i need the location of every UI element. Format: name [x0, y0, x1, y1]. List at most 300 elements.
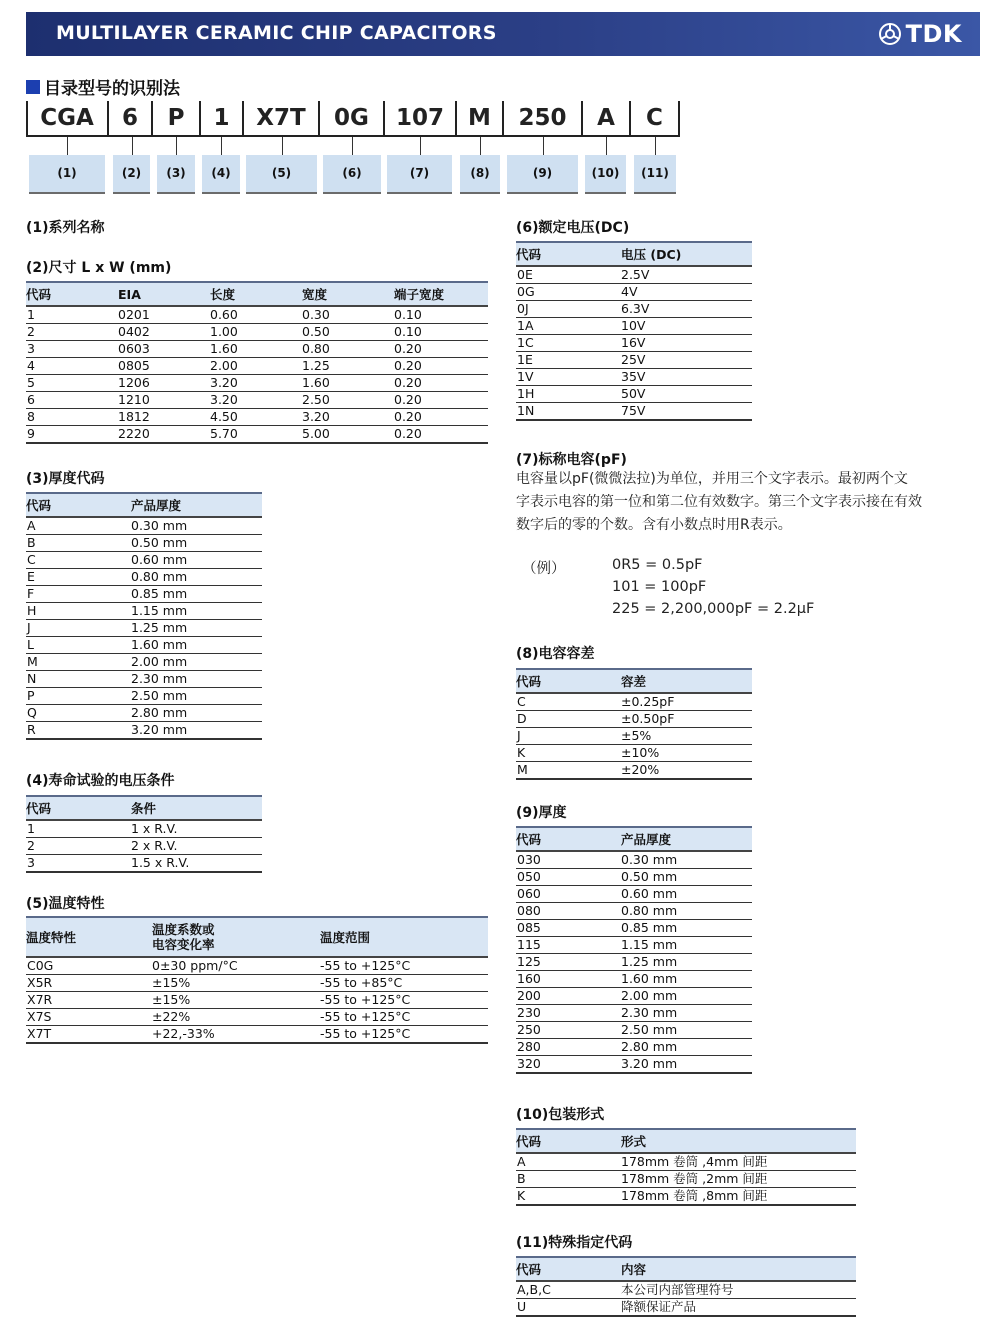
table-row [516, 920, 752, 937]
table-cell: M [516, 762, 621, 780]
table-row [516, 1299, 856, 1317]
table-cell: +22,-33% [152, 1026, 320, 1044]
code-part: 107 [395, 105, 444, 131]
table-row [26, 820, 262, 838]
column-header: 产品厚度 [131, 493, 262, 517]
table-cell: 0.50 mm [621, 869, 752, 886]
description-line: 电容量以pF(微微法拉)为单位，并用三个文字表示。最初两个文 [516, 471, 908, 487]
table-row [26, 535, 262, 552]
table-cell: 0.20 [394, 426, 488, 444]
column-header: 宽度 [302, 282, 394, 306]
table-cell: 2.00 mm [131, 654, 262, 671]
table-row [516, 971, 752, 988]
example-label: （例） [522, 561, 566, 577]
table-row [26, 392, 488, 409]
table-cell: 3.20 mm [131, 722, 262, 740]
table-row [516, 1039, 752, 1056]
section-title-7: (7)标称电容(pF) [516, 452, 627, 468]
table-cell: 0.50 mm [131, 535, 262, 552]
table-cell: 1N [516, 403, 621, 421]
table-row [26, 324, 488, 341]
table-cell: B [516, 1171, 621, 1188]
table-cell: P [26, 688, 131, 705]
table-cell: -55 to +125°C [320, 1026, 488, 1044]
thickness-table [516, 826, 752, 1074]
table-cell: 2.30 mm [131, 671, 262, 688]
code-number-box: (3) [157, 155, 195, 194]
section-title-2: (2)尺寸 L x W (mm) [26, 260, 172, 276]
table-cell: 080 [516, 903, 621, 920]
table-row [26, 975, 488, 992]
table-cell: X7R [26, 992, 152, 1009]
table-cell: 0G [516, 284, 621, 301]
table-cell: Q [26, 705, 131, 722]
section-title-6: (6)额定电压(DC) [516, 220, 630, 236]
table-cell: 3.20 mm [621, 1056, 752, 1074]
table-cell: 1210 [118, 392, 210, 409]
table-cell: 2.50 mm [131, 688, 262, 705]
code-number-box: (11) [634, 155, 676, 194]
section-title-10: (10)包装形式 [516, 1107, 605, 1123]
code-connector [67, 137, 68, 155]
table-cell: 0603 [118, 341, 210, 358]
table-cell: 2.50 mm [621, 1022, 752, 1039]
table-cell: 200 [516, 988, 621, 1005]
table-row [516, 403, 752, 421]
table-row [516, 937, 752, 954]
example-line: 0R5 = 0.5pF [612, 557, 703, 573]
column-header: 电压 (DC) [621, 242, 752, 266]
code-part: X7T [256, 105, 306, 131]
table-cell: 1812 [118, 409, 210, 426]
table-cell: 10V [621, 318, 752, 335]
table-cell: 8 [26, 409, 118, 426]
table-cell: F [26, 586, 131, 603]
table-row [516, 1281, 856, 1299]
table-row [26, 426, 488, 444]
table-row [516, 1022, 752, 1039]
table-cell: 1.25 [302, 358, 394, 375]
section-title-11: (11)特殊指定代码 [516, 1235, 633, 1251]
code-number-box: (4) [202, 155, 240, 194]
table-cell: 0.85 mm [621, 920, 752, 937]
voltage-condition-table [26, 795, 262, 873]
table-cell: 125 [516, 954, 621, 971]
code-connector [132, 137, 133, 155]
table-cell: 1.25 mm [131, 620, 262, 637]
table-cell: 2 [26, 324, 118, 341]
code-connector [420, 137, 421, 155]
temperature-characteristic-table [26, 916, 488, 1044]
code-connector [176, 137, 177, 155]
table-cell: 1.60 [210, 341, 302, 358]
table-cell: 1.5 x R.V. [131, 855, 262, 873]
table-cell: 0.20 [394, 409, 488, 426]
table-cell: -55 to +85°C [320, 975, 488, 992]
table-cell: A,B,C [516, 1281, 621, 1299]
table-cell: K [516, 1188, 621, 1206]
table-cell: B [26, 535, 131, 552]
code-connector [606, 137, 607, 155]
table-cell: 50V [621, 386, 752, 403]
code-connector [221, 137, 222, 155]
table-row [516, 745, 752, 762]
section-title-5: (5)温度特性 [26, 896, 105, 912]
table-cell: 178mm 卷筒 ,2mm 间距 [621, 1171, 856, 1188]
table-cell: 250 [516, 1022, 621, 1039]
code-number-box: (9) [507, 155, 578, 194]
code-number-box: (7) [387, 155, 452, 194]
table-row [516, 1056, 752, 1074]
brand-name: TDK [905, 20, 962, 48]
column-header: 代码 [516, 669, 621, 693]
column-header: EIA [118, 282, 210, 306]
table-cell: 0.60 mm [621, 886, 752, 903]
table-cell: 0.80 mm [621, 903, 752, 920]
table-row [26, 855, 262, 873]
table-row [516, 711, 752, 728]
table-cell: 6.3V [621, 301, 752, 318]
tolerance-table [516, 668, 752, 780]
table-cell: 0.85 mm [131, 586, 262, 603]
table-cell: 16V [621, 335, 752, 352]
example-line: 101 = 100pF [612, 579, 707, 595]
section-title-1: (1)系列名称 [26, 220, 105, 236]
table-cell: 2.80 mm [621, 1039, 752, 1056]
description-line: 字表示电容的第一位和第二位有效数字。第三个文字表示接在有效 [516, 494, 922, 510]
special-code-table [516, 1256, 856, 1317]
table-cell: 1V [516, 369, 621, 386]
table-cell: 1 [26, 306, 118, 324]
column-header: 条件 [131, 796, 262, 820]
code-part: CGA [40, 105, 94, 131]
table-cell: 280 [516, 1039, 621, 1056]
code-part: P [167, 105, 185, 131]
table-row [516, 693, 752, 711]
code-number-box: (5) [246, 155, 317, 194]
table-cell: 030 [516, 851, 621, 869]
section-title-9: (9)厚度 [516, 805, 567, 821]
table-row [26, 688, 262, 705]
table-row [516, 284, 752, 301]
table-cell: J [26, 620, 131, 637]
column-header: 形式 [621, 1129, 856, 1153]
table-cell: U [516, 1299, 621, 1317]
code-part: 250 [518, 105, 567, 131]
table-row [26, 1009, 488, 1026]
table-row [516, 369, 752, 386]
table-row [26, 957, 488, 975]
table-cell: 2 x R.V. [131, 838, 262, 855]
column-header: 容差 [621, 669, 752, 693]
table-cell: 1C [516, 335, 621, 352]
table-cell: -55 to +125°C [320, 1009, 488, 1026]
table-cell: 0J [516, 301, 621, 318]
table-cell: 2.00 [210, 358, 302, 375]
code-part: A [597, 105, 615, 131]
table-cell: 1.60 [302, 375, 394, 392]
table-cell: ±10% [621, 745, 752, 762]
table-cell: 0.20 [394, 341, 488, 358]
table-cell: 0.20 [394, 358, 488, 375]
code-number-box: (10) [585, 155, 626, 194]
section-title-8: (8)电容容差 [516, 646, 595, 662]
table-cell: X7S [26, 1009, 152, 1026]
header-banner [26, 12, 980, 56]
table-cell: A [26, 517, 131, 535]
table-row [516, 988, 752, 1005]
code-part: M [468, 105, 491, 131]
table-cell: 0805 [118, 358, 210, 375]
section-title-4: (4)寿命试验的电压条件 [26, 773, 175, 789]
table-row [516, 851, 752, 869]
tdk-logo-icon [878, 22, 902, 46]
table-cell: 5.00 [302, 426, 394, 444]
table-cell: 3.20 [302, 409, 394, 426]
table-cell: 0±30 ppm/°C [152, 957, 320, 975]
table-cell: 1.15 mm [131, 603, 262, 620]
table-cell: -55 to +125°C [320, 992, 488, 1009]
table-row [26, 838, 262, 855]
table-row [26, 671, 262, 688]
table-cell: 0201 [118, 306, 210, 324]
table-cell: 085 [516, 920, 621, 937]
table-cell: 2.80 mm [131, 705, 262, 722]
table-cell: 1.60 mm [621, 971, 752, 988]
table-row [516, 386, 752, 403]
table-row [516, 954, 752, 971]
table-cell: -55 to +125°C [320, 957, 488, 975]
table-cell: 3 [26, 341, 118, 358]
table-cell: 0.30 mm [621, 851, 752, 869]
column-header: 代码 [516, 827, 621, 851]
table-row [516, 1188, 856, 1206]
page-heading [26, 74, 180, 99]
table-cell: 0.80 [302, 341, 394, 358]
column-header: 代码 [26, 282, 118, 306]
table-row [26, 654, 262, 671]
table-row [26, 1026, 488, 1044]
table-cell: 2.30 mm [621, 1005, 752, 1022]
table-row [26, 517, 262, 535]
table-cell: ±22% [152, 1009, 320, 1026]
table-cell: 230 [516, 1005, 621, 1022]
table-cell: R [26, 722, 131, 740]
table-cell: 4V [621, 284, 752, 301]
column-header: 代码 [516, 242, 621, 266]
description-line: 数字后的零的个数。含有小数点时用R表示。 [516, 517, 792, 533]
packaging-table [516, 1128, 856, 1206]
table-cell: 0.60 [210, 306, 302, 324]
table-cell: C [516, 693, 621, 711]
table-cell: 320 [516, 1056, 621, 1074]
table-row [26, 375, 488, 392]
table-cell: 75V [621, 403, 752, 421]
table-cell: L [26, 637, 131, 654]
table-cell: 050 [516, 869, 621, 886]
table-row [516, 318, 752, 335]
table-row [26, 552, 262, 569]
column-header: 长度 [210, 282, 302, 306]
table-cell: 5.70 [210, 426, 302, 444]
table-cell: 1206 [118, 375, 210, 392]
square-bullet-icon [26, 80, 40, 94]
table-cell: 0.50 [302, 324, 394, 341]
table-cell: 0402 [118, 324, 210, 341]
table-row [26, 637, 262, 654]
table-cell: 9 [26, 426, 118, 444]
column-header: 产品厚度 [621, 827, 752, 851]
table-row [26, 358, 488, 375]
table-cell: 178mm 卷筒 ,8mm 间距 [621, 1188, 856, 1206]
table-cell: ±20% [621, 762, 752, 780]
table-cell: 2.00 mm [621, 988, 752, 1005]
table-cell: C0G [26, 957, 152, 975]
table-cell: J [516, 728, 621, 745]
table-row [26, 603, 262, 620]
example-line: 225 = 2,200,000pF = 2.2μF [612, 601, 815, 617]
table-cell: 本公司内部管理符号 [621, 1281, 856, 1299]
table-row [516, 869, 752, 886]
size-table [26, 281, 488, 444]
code-connector [352, 137, 353, 155]
table-row [26, 992, 488, 1009]
table-cell: 3.20 [210, 392, 302, 409]
section-title-3: (3)厚度代码 [26, 471, 105, 487]
code-number-box: (1) [29, 155, 105, 194]
table-row [516, 886, 752, 903]
table-cell: 1A [516, 318, 621, 335]
code-connector [480, 137, 481, 155]
code-part: 1 [213, 105, 230, 131]
table-row [26, 586, 262, 603]
table-row [516, 728, 752, 745]
table-row [26, 569, 262, 586]
table-cell: ±5% [621, 728, 752, 745]
column-header: 端子宽度 [394, 282, 488, 306]
code-number-box: (8) [460, 155, 500, 194]
table-cell: 0.10 [394, 306, 488, 324]
table-row [516, 335, 752, 352]
code-number-box: (2) [113, 155, 150, 194]
column-header: 温度范围 [320, 917, 488, 957]
table-cell: 1H [516, 386, 621, 403]
table-cell: 160 [516, 971, 621, 988]
capacitance-description [516, 468, 986, 537]
table-cell: 3 [26, 855, 131, 873]
table-cell: 1.25 mm [621, 954, 752, 971]
table-cell: ±0.25pF [621, 693, 752, 711]
column-header: 代码 [26, 493, 131, 517]
column-header: 温度系数或 电容变化率 [152, 917, 320, 957]
table-cell: ±15% [152, 975, 320, 992]
column-header: 温度特性 [26, 917, 152, 957]
table-cell: ±15% [152, 992, 320, 1009]
code-number-box: (6) [323, 155, 381, 194]
table-row [516, 1005, 752, 1022]
thickness-code-table [26, 492, 262, 740]
table-row [26, 620, 262, 637]
table-cell: 5 [26, 375, 118, 392]
code-connector [543, 137, 544, 155]
table-cell: C [26, 552, 131, 569]
table-row [516, 903, 752, 920]
table-cell: 降额保证产品 [621, 1299, 856, 1317]
table-cell: A [516, 1153, 621, 1171]
table-cell: 1.15 mm [621, 937, 752, 954]
table-row [516, 352, 752, 369]
code-part: 6 [121, 105, 138, 131]
table-cell: 2.5V [621, 266, 752, 284]
table-cell: 1E [516, 352, 621, 369]
table-cell: N [26, 671, 131, 688]
brand-logo [878, 20, 962, 48]
table-cell: 4.50 [210, 409, 302, 426]
table-cell: D [516, 711, 621, 728]
banner-title: MULTILAYER CERAMIC CHIP CAPACITORS [56, 22, 497, 44]
table-cell: 2 [26, 838, 131, 855]
table-cell: 0.30 mm [131, 517, 262, 535]
table-cell: M [26, 654, 131, 671]
table-cell: 1.60 mm [131, 637, 262, 654]
table-cell: 2.50 [302, 392, 394, 409]
table-cell: 0E [516, 266, 621, 284]
table-row [26, 705, 262, 722]
column-header: 代码 [26, 796, 131, 820]
code-connector [655, 137, 656, 155]
table-cell: X5R [26, 975, 152, 992]
table-cell: 0.80 mm [131, 569, 262, 586]
table-cell: 3.20 [210, 375, 302, 392]
table-cell: X7T [26, 1026, 152, 1044]
table-cell: 0.10 [394, 324, 488, 341]
table-cell: 35V [621, 369, 752, 386]
table-cell: 2220 [118, 426, 210, 444]
page-heading-text: 目录型号的识别法 [44, 79, 180, 99]
table-cell: 1 x R.V. [131, 820, 262, 838]
table-cell: H [26, 603, 131, 620]
table-row [516, 301, 752, 318]
table-row [26, 722, 262, 740]
table-cell: ±0.50pF [621, 711, 752, 728]
table-cell: 0.60 mm [131, 552, 262, 569]
table-cell: 1.00 [210, 324, 302, 341]
code-connector [282, 137, 283, 155]
column-header: 内容 [621, 1257, 856, 1281]
code-part: 0G [334, 105, 369, 131]
table-row [26, 306, 488, 324]
table-cell: 0.20 [394, 375, 488, 392]
column-header: 代码 [516, 1129, 621, 1153]
table-cell: 4 [26, 358, 118, 375]
table-cell: 1 [26, 820, 131, 838]
table-cell: 060 [516, 886, 621, 903]
table-cell: 0.30 [302, 306, 394, 324]
table-cell: 6 [26, 392, 118, 409]
table-row [26, 409, 488, 426]
table-cell: K [516, 745, 621, 762]
column-header: 代码 [516, 1257, 621, 1281]
table-cell: E [26, 569, 131, 586]
rated-voltage-table [516, 241, 752, 421]
table-row [516, 1171, 856, 1188]
table-row [26, 341, 488, 358]
table-row [516, 1153, 856, 1171]
table-row [516, 762, 752, 780]
code-part: C [646, 105, 663, 131]
table-cell: 0.20 [394, 392, 488, 409]
table-row [516, 266, 752, 284]
